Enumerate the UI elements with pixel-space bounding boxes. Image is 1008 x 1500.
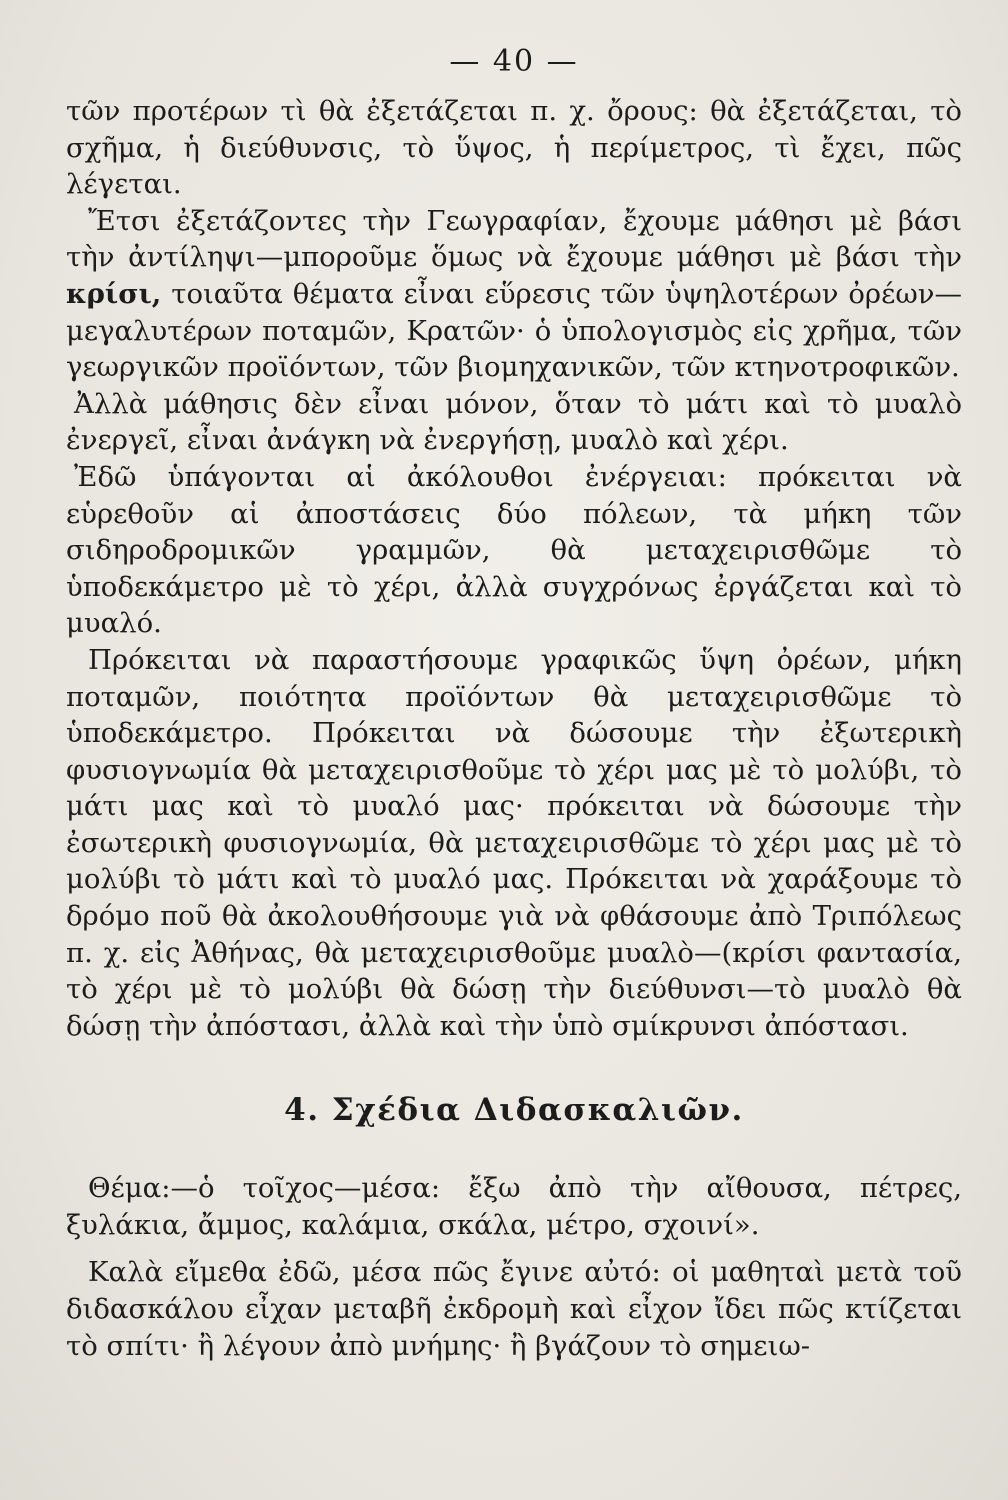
main-text [66,93,962,1044]
section-heading: 4. Σχέδια Διδασκαλιῶν. [284,1092,744,1129]
paragraph-1: τῶν προτέρων τὶ θὰ ἐξετάζεται π. χ. ὄρους: θὰ ἐξετάζεται, τὸ σχῆμα, ἡ διεύθυνσις, τὸ ὕψος, ἡ περίμετρος, τὶ ἔχει, πῶς λέγεται. [66,95,962,201]
section-paragraph: Καλὰ εἴμεθα ἐδῶ, μέσα πῶς ἔγινε αὐτό: οἱ μαθηταὶ μετὰ τοῦ διδασκάλου εἶχαν μεταβῆ ἐκδρομὴ καὶ εἶχον ἴδει πῶς κτίζεται τὸ σπίτι· ἢ λέγουν ἀπὸ μνήμης· ἢ βγάζουν τὸ σημειω- [66,1256,962,1363]
bold-term-krisi: κρίσι, [66,277,162,310]
paragraph-2-start: Ἔτσι ἐξετάζοντες τὴν Γεωγραφίαν, ἔχουμε μάθησι μὲ βάσι τὴν ἀντίληψι—μποροῦμε ὅμως νὰ ἔχουμε μάθησι μὲ βάσι τὴν [66,204,962,274]
paragraph-2 [66,203,962,386]
page-number: — 40 — [449,44,579,79]
paragraph-3: Ἀλλὰ μάθησις δὲν εἶναι μόνον, ὅταν τὸ μάτι καὶ τὸ μυαλὸ ἐνεργεῖ, εἶναι ἀνάγκη νὰ ἐνεργήσῃ, μυαλὸ καὶ χέρι. [66,387,962,457]
theme-paragraph: Θέμα:—ὁ τοῖχος—μέσα: ἔξω ἀπὸ τὴν αἴθουσα, πέτρες, ξυλάκια, ἄμμος, καλάμια, σκάλα, μέτρο, σχοινί». [66,1172,962,1242]
paragraph-5: Πρόκειται νὰ παραστήσουμε γραφικῶς ὕψη ὀρέων, μήκη ποταμῶν, ποιότητα προϊόντων θὰ μεταχειρισθῶμε τὸ ὑποδεκάμετρο. Πρόκειται νὰ δώσουμε τὴν ἐξωτερικὴ φυσιογνωμία θὰ μεταχειρισθοῦμε τὸ χέρι μας μὲ τὸ μολύβι, τὸ μάτι μας καὶ τὸ μυαλό μας· πρόκειται νὰ δώσουμε τὴν ἐσωτερικὴ φυσιογνωμία, θὰ μεταχειρισθῶμε τὸ χέρι μας μὲ τὸ μολύβι τὸ μάτι καὶ τὸ μυαλό μας. Πρόκειται νὰ χαράξουμε τὸ δρόμο ποῦ θὰ ἀκολουθήσουμε γιὰ νὰ φθάσουμε ἀπὸ Τριπόλεως π. χ. εἰς Ἀθήνας, θὰ μεταχειρισθοῦμε μυαλὸ—(κρίσι φαντασία, τὸ χέρι μὲ τὸ μολύβι θὰ δώσῃ τὴν διεύθυνσι—τὸ μυαλὸ θὰ δώσῃ τὴν ἀπόστασι, ἀλλὰ καὶ τὴν ὑπὸ σμίκρυνσι ἀπόστασι. [66,643,962,1042]
paragraph-4: Ἐδῶ ὑπάγονται αἱ ἀκόλουθοι ἐνέργειαι: πρόκειται νὰ εὑρεθοῦν αἱ ἀποστάσεις δύο πόλεων, τὰ μήκη τῶν σιδηροδρομικῶν γραμμῶν, θὰ μεταχειρισθῶμε τὸ ὑποδεκάμετρο μὲ τὸ χέρι, ἀλλὰ συγχρόνως ἐργάζεται καὶ τὸ μυαλό. [66,460,962,640]
paragraph-2-end: τοιαῦτα θέματα εἶναι εὕρεσις τῶν ὑψηλοτέρων ὀρέων—μεγαλυτέρων ποταμῶν, Κρατῶν· ὁ ὑπολογισμὸς εἰς χρῆμα, τῶν γεωργικῶν προϊόντων, τῶν βιομηχανικῶν, τῶν κτηνοτροφικῶν. [66,277,962,384]
section-text [66,1170,962,1365]
